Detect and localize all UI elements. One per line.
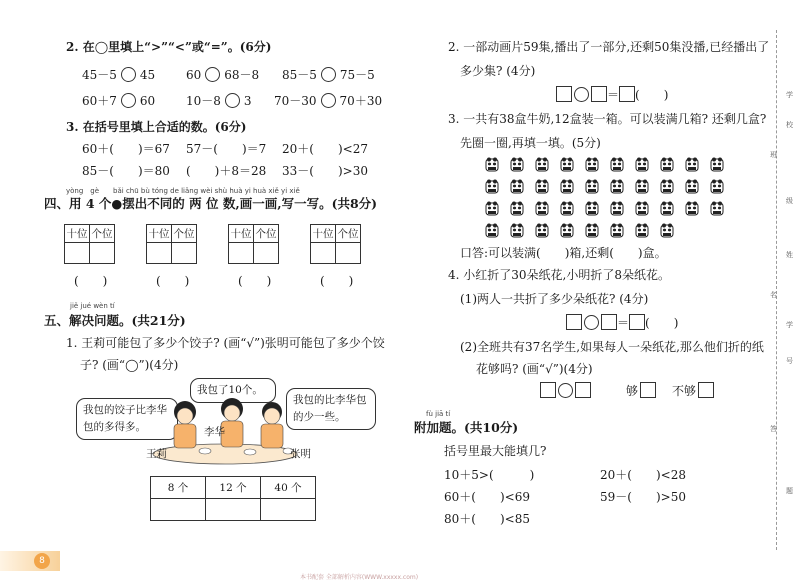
margin-char: 姓 [786,251,793,259]
name-lihua: 李华 [204,426,225,438]
q2-title: 2. 在◯里填上“>”“<”或“=”。(6分) [66,40,272,54]
milk-carton-icon[interactable] [509,222,525,238]
rq2-equation: ＝ ( ) [556,86,668,103]
bonus-item: 60＋( )<69 [444,490,530,504]
margin-char: 学 [786,91,793,99]
choice-cell: 12 个 [206,477,261,499]
q3-item: 20＋( )<27 [282,142,368,156]
margin-char: 号 [786,357,793,365]
rq3-answer: 口答:可以装满( )箱,还剩( )盒。 [460,246,667,260]
rq4-part1-equation: ＝ ( ) [566,314,678,331]
q2-row1-b: 60 68－8 [186,68,260,82]
q3-item: ( )＋8＝28 [186,164,267,178]
place-value-table-1: 十位 个位 [64,224,115,264]
milk-carton-icon[interactable] [484,200,500,216]
milk-carton-icon[interactable] [684,178,700,194]
q3-item: 57－( )＝7 [186,142,267,156]
sec4-title: 四、用 4 个●摆出不同的 两 位 数,画一画,写一写。(共8分) [44,196,378,211]
bonus-item: 59－( )>50 [600,490,686,504]
page-number: 8 [34,553,50,569]
enough-option: 够 [626,382,656,399]
q3-item: 33－( )>30 [282,164,368,178]
sec5-q1-line2: 子? (画“◯”)(4分) [80,358,179,372]
answer-paren[interactable]: ( ) [320,274,354,288]
milk-carton-icon[interactable] [634,156,650,172]
q2-row1-a: 45－5 45 [82,68,156,82]
margin-char: 级 [786,197,793,205]
answer-circle[interactable] [321,93,336,108]
sec5-pinyin: jiě jué wèn tí [70,302,115,310]
milk-carton-icon[interactable] [509,156,525,172]
children-illustration [150,396,300,466]
milk-carton-icon[interactable] [509,178,525,194]
milk-carton-icon[interactable] [634,178,650,194]
choice-table [150,476,316,521]
choice-answer-cell[interactable] [206,499,261,521]
choice-cell: 40 个 [261,477,316,499]
answer-circle[interactable] [121,93,136,108]
margin-char: 名 [770,291,777,299]
margin-char: 答 [770,425,777,433]
q3-title: 3. 在括号里填上合适的数。(6分) [66,120,247,134]
milk-carton-icon[interactable] [684,156,700,172]
milk-carton-icon[interactable] [609,200,625,216]
rq3-line1: 3. 一共有38盒牛奶,12盒装一箱。可以装满几箱? 还剩几盒? [448,112,767,126]
margin-char: 班 [770,151,777,159]
milk-carton-icon[interactable] [584,178,600,194]
answer-circle[interactable] [121,67,136,82]
milk-carton-icon[interactable] [609,222,625,238]
q2-row2-a: 60＋7 60 [82,94,156,108]
choice-answer-cell[interactable] [151,499,206,521]
milk-carton-icon[interactable] [634,222,650,238]
bonus-title: 附加题。(共10分) [414,420,519,435]
rq3-line2: 先圈一圈,再填一填。(5分) [460,136,601,150]
margin-char: 校 [786,121,793,129]
margin-char: 学 [786,321,793,329]
sec5-q1-line1: 1. 王莉可能包了多少个饺子? (画“√”)张明可能包了多少个饺 [66,336,385,350]
milk-carton-icon[interactable] [534,222,550,238]
bonus-ask: 括号里最大能填几? [444,444,547,458]
page-footer-bar [0,551,60,571]
milk-carton-icon[interactable] [484,156,500,172]
milk-carton-icon[interactable] [659,200,675,216]
milk-carton-icon[interactable] [484,222,500,238]
milk-carton-icon[interactable] [709,178,725,194]
answer-paren[interactable]: ( ) [74,274,108,288]
milk-carton-icon[interactable] [584,156,600,172]
milk-carton-icon[interactable] [484,178,500,194]
milk-carton-icon[interactable] [509,200,525,216]
answer-circle[interactable] [225,93,240,108]
place-value-table-3: 十位 个位 [228,224,279,264]
milk-carton-icon[interactable] [559,156,575,172]
q3-item: 60＋( )＝67 [82,142,170,156]
sec5-title: 五、解决问题。(共21分) [44,313,186,328]
answer-circle[interactable] [205,67,220,82]
choice-answer-cell[interactable] [261,499,316,521]
answer-paren[interactable]: ( ) [238,274,272,288]
margin-char: 题 [786,487,793,495]
q2-row2-b: 10－8 3 [186,94,252,108]
rq4-part2-expression [540,382,591,398]
milk-carton-icon[interactable] [659,156,675,172]
milk-carton-icon[interactable] [659,178,675,194]
footer-watermark: 本书配套 全部解析内容(WWW.xxxxx.com) [300,574,419,581]
milk-carton-icon[interactable] [559,222,575,238]
answer-paren[interactable]: ( ) [156,274,190,288]
answer-circle[interactable] [321,67,336,82]
bonus-item: 20＋( )<28 [600,468,686,482]
speech-bubble-zhangming: 我包的比李华包的少一些。 [286,388,376,430]
milk-carton-icon[interactable] [684,200,700,216]
q2-row2-c: 70－30 70＋30 [274,94,383,108]
sec4-pinyin: yòng gè bǎi chū bù tóng de liǎng wèi shù huà yi huà xiě yi xiě [66,187,300,195]
milk-carton-icon[interactable] [709,156,725,172]
speech-bubble-lihua: 我包了10个。 [190,378,276,403]
bonus-pinyin: fù jiā tí [426,410,451,418]
name-wangli: 王莉 [146,448,167,460]
rq4-title: 4. 小红折了30朵纸花,小明折了8朵纸花。 [448,268,670,282]
rq2-line2: 多少集? (4分) [460,64,536,78]
speech-bubble-wangli: 我包的饺子比李华包的多得多。 [76,398,178,440]
bonus-item: 10＋5>( ) [444,468,535,482]
milk-carton-icon[interactable] [609,178,625,194]
milk-carton-icon[interactable] [534,156,550,172]
milk-carton-icon[interactable] [584,200,600,216]
rq2-line1: 2. 一部动画片59集,播出了一部分,还剩50集没播,已经播出了 [448,40,770,54]
rq4-part1: (1)两人一共折了多少朵纸花? (4分) [460,292,649,306]
milk-carton-icon[interactable] [534,200,550,216]
choice-cell: 8 个 [151,477,206,499]
place-value-table-2: 十位 个位 [146,224,197,264]
milk-carton-icon[interactable] [659,222,675,238]
not-enough-option: 不够 [672,382,714,399]
place-value-table-4: 十位 个位 [310,224,361,264]
milk-carton-icon[interactable] [634,200,650,216]
milk-carton-icon[interactable] [584,222,600,238]
name-zhangming: 张明 [290,448,311,460]
rq4-part2-line1: (2)全班共有37名学生,如果每人一朵纸花,那么他们折的纸 [460,340,764,354]
milk-carton-icon[interactable] [559,178,575,194]
milk-carton-icon[interactable] [609,156,625,172]
milk-carton-icon[interactable] [534,178,550,194]
milk-carton-icon[interactable] [709,200,725,216]
q3-item: 85－( )＝80 [82,164,170,178]
milk-carton-grid [484,156,734,226]
milk-carton-icon[interactable] [559,200,575,216]
bonus-item: 80＋( )<85 [444,512,530,526]
rq4-part2-line2: 花够吗? (画“√”)(4分) [476,362,593,376]
q2-row1-c: 85－5 75－5 [282,68,375,82]
